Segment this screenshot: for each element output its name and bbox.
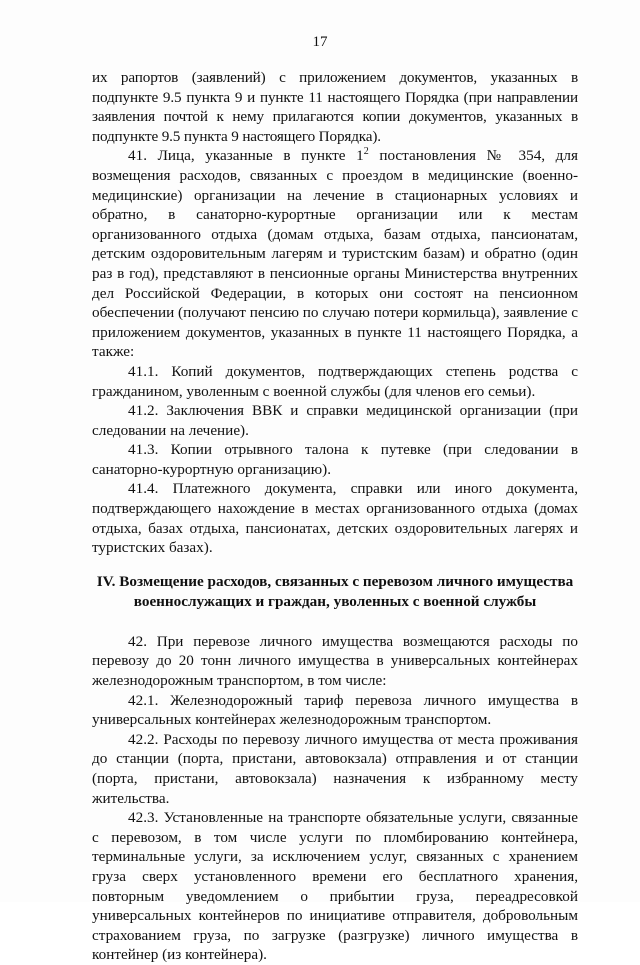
document-body	[92, 68, 578, 965]
paragraph-41-1: 41.1. Копий документов, подтверждающих степень родства с гражданином, уволенным с военной службы (для членов его семьи).	[92, 362, 578, 400]
paragraph-42-2: 42.2. Расходы по перевозу личного имущества от места проживания до станции (порта, пристани, автовокзала) отправления и от станции (порта, пристани, автовокзала) назначения к избранному месту жительства.	[92, 730, 578, 807]
paragraph-42-3: 42.3. Установленные на транспорте обязательные услуги, связанные с перевозом, в том числе услуги по пломбированию контейнера, терминальные услуги, за исключением услуг, связанных с хранением груза сверх установленного времени его бесплатного хранения, повторным уведомлением о прибытии груза, переадресовкой универсальных контейнеров по инициативе отправителя, добровольным страхованием груза, по загрузке (разгрузке) личного имущества в контейнер (из контейнера).	[92, 809, 578, 964]
paragraph-41-rest: постановления № 354, для возмещения расходов, связанных с проездом в медицинские (военно-медицинские) организации на лечение в стационарных условиях и обратно, в санаторно-курортные организации или к местам организованного отдыха (домам отдыха, базам отдыха, пансионатам, детским оздоровительным лагерям и туристским базам) и обратно (один раз в год), представляют в пенсионные органы Министерства внутренних дел Российской Федерации, в которых они состоят на пенсионном обеспечении (получают пенсию по случаю потери кормильца), заявление с приложением документов, указанных в пункте 11 настоящего Порядка, а также:	[92, 147, 578, 361]
section-heading	[92, 572, 578, 612]
paragraph-41-2: 41.2. Заключения ВВК и справки медицинской организации (при следовании на лечение).	[92, 402, 578, 439]
section-heading-line-2: военнослужащих и граждан, уволенных с военной службы	[133, 592, 537, 610]
paragraph-41-superscript: 2	[363, 146, 369, 158]
page-number: 17	[312, 34, 328, 50]
paragraph-42: 42. При перевозе личного имущества возмещаются расходы по перевозу до 20 тонн личного имущества в универсальных контейнерах железнодорожным транспортом, в том числе:	[92, 632, 578, 690]
paragraph-42-1: 42.1. Железнодорожный тариф перевоза личного имущества в универсальных контейнерах железнодорожным транспортом.	[92, 691, 578, 729]
paragraph-41-4: 41.4. Платежного документа, справки или иного документа, подтверждающего нахождение в местах организованного отдыха (домах отдыха, базах отдыха, пансионатах, детских оздоровительных лагерях и туристских базах).	[92, 480, 578, 557]
paragraph-intro: их рапортов (заявлений) с приложением документов, указанных в подпункте 9.5 пункта 9 и пункте 11 настоящего Порядка (при направлении заявления почтой к нему прилагаются копии документов, указанных в подпункте 9.5 пункта 9 настоящего Порядка).	[92, 69, 578, 145]
section-heading-line-1: IV. Возмещение расходов, связанных с перевозом личного имущества	[96, 572, 574, 590]
paragraph-41-start: 41. Лица, указанные в пункте 1	[128, 147, 364, 165]
paragraph-41-3: 41.3. Копии отрывного талона к путевке (при следовании в санаторно-курортную организацию).	[92, 441, 578, 478]
paragraph-41	[92, 146, 578, 362]
